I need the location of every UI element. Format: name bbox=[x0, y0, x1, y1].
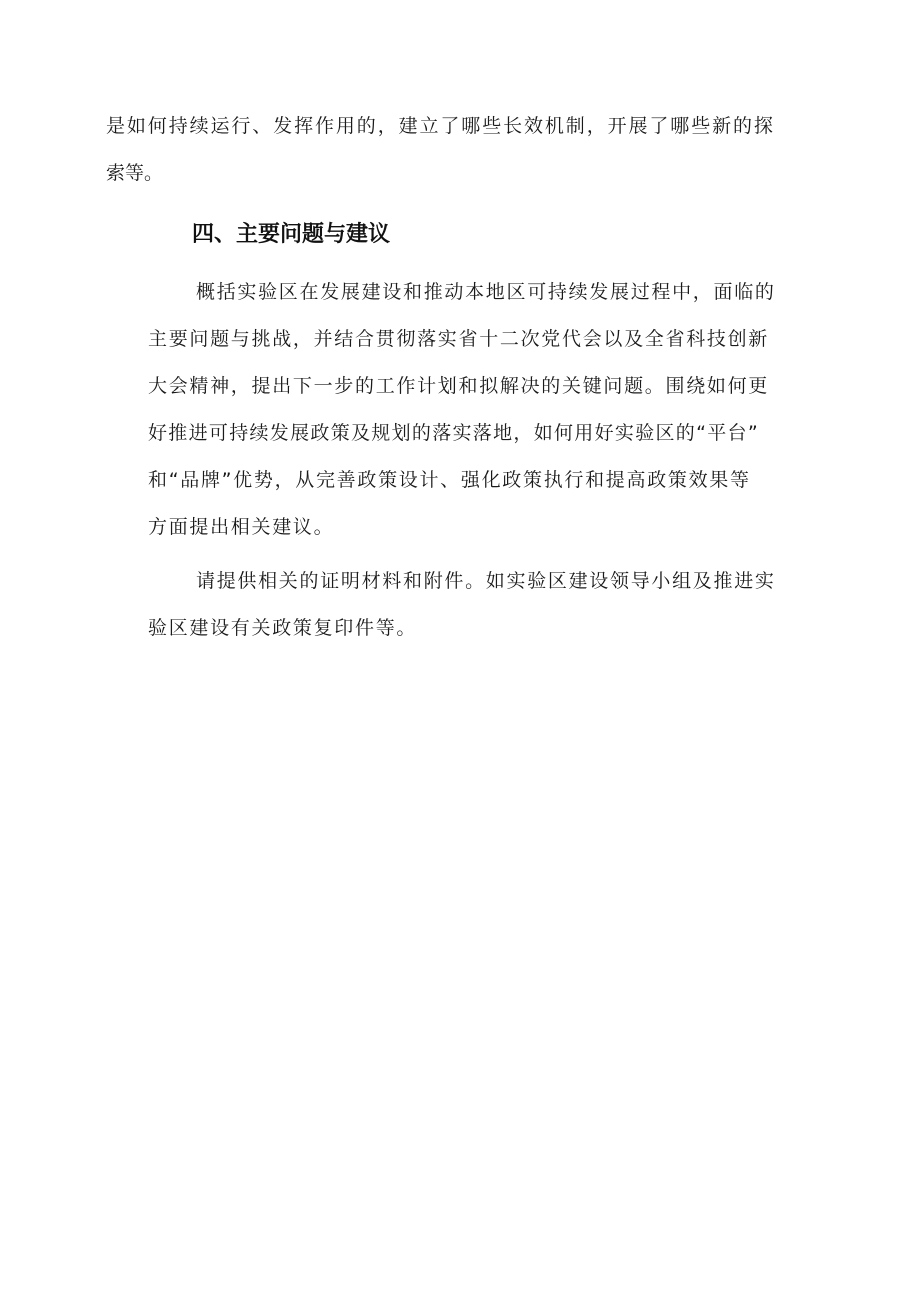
paragraph-1-line-3: 大会精神，提出下一步的工作计划和拟解决的关键问题。围绕如何更 bbox=[148, 375, 770, 397]
paragraph-1-line-2: 主要问题与挑战，并结合贯彻落实省十二次党代会以及全省科技创新 bbox=[148, 328, 770, 350]
paragraph-1-line-5: 和“品牌”优势，从完善政策设计、强化政策执行和提高政策效果等 bbox=[148, 469, 751, 491]
paragraph-1-line-1: 概括实验区在发展建设和推动本地区可持续发展过程中，面临的 bbox=[196, 281, 776, 303]
intro-line-2: 索等。 bbox=[106, 162, 164, 184]
intro-line-1: 是如何持续运行、发挥作用的，建立了哪些长效机制，开展了哪些新的探 bbox=[106, 115, 775, 137]
paragraph-1-line-4: 好推进可持续发展政策及规划的落实落地，如何用好实验区的“平台” bbox=[148, 422, 759, 444]
paragraph-2-line-2: 验区建设有关政策复印件等。 bbox=[148, 617, 418, 639]
paragraph-2-line-1: 请提供相关的证明材料和附件。如实验区建设领导小组及推进实 bbox=[196, 570, 776, 592]
paragraph-1-line-6: 方面提出相关建议。 bbox=[148, 516, 335, 538]
section-heading: 四、主要问题与建议 bbox=[192, 222, 391, 247]
